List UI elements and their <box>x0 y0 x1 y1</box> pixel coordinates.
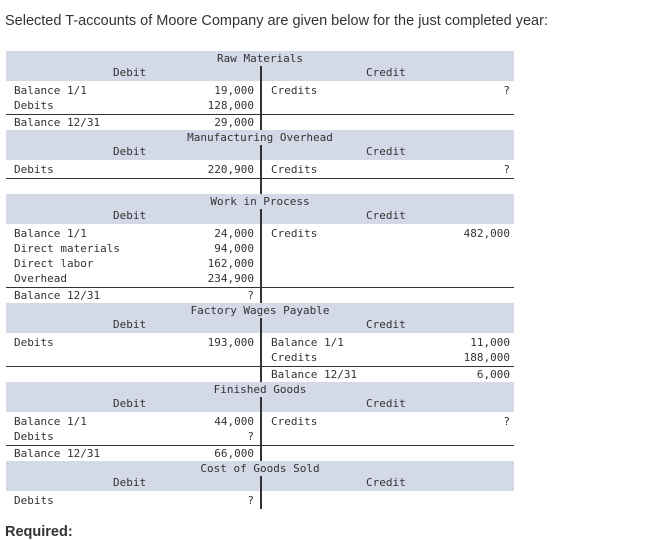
ledger-row <box>6 335 514 350</box>
credit-entry-label: Balance 12/31 <box>271 368 358 381</box>
debit-entry-label: Balance 1/1 <box>14 415 87 428</box>
debit-entry-label: Balance 1/1 <box>14 84 87 97</box>
t-account-title: Finished Goods <box>213 383 307 396</box>
credit-entry-value: ? <box>503 84 510 97</box>
t-account-title: Manufacturing Overhead <box>187 131 333 144</box>
credit-entry-label: Credits <box>271 163 318 176</box>
debit-entry-value: 19,000 <box>214 84 254 97</box>
debit-entry-label: Direct materials <box>14 242 120 255</box>
ledger-row <box>6 414 514 429</box>
debit-column-label: Debit <box>113 66 147 79</box>
t-account-finished-goods <box>6 382 514 461</box>
credit-entry-label: Balance 1/1 <box>271 336 344 349</box>
ledger-row <box>6 241 514 256</box>
ledger-row <box>6 288 514 303</box>
debit-entry-label: Balance 12/31 <box>14 289 101 302</box>
ledger-row <box>6 162 514 177</box>
t-account-title: Raw Materials <box>216 52 304 65</box>
credit-entry-label: Credits <box>271 351 318 364</box>
debit-column-label: Debit <box>113 318 147 331</box>
debit-column-label: Debit <box>113 209 147 222</box>
debit-entry-value: 44,000 <box>214 415 254 428</box>
credit-entry-label: Credits <box>271 84 318 97</box>
t-account-manufacturing-overhead <box>6 130 514 194</box>
debit-entry-value: 66,000 <box>214 447 254 460</box>
intro-text: Selected T-accounts of Moore Company are given below for the just completed year: <box>5 13 548 29</box>
debit-entry-label: Debits <box>14 430 54 443</box>
ledger-row <box>6 429 514 444</box>
debit-entry-value: 193,000 <box>207 336 254 349</box>
debit-entry-value: 29,000 <box>214 116 254 129</box>
credit-entry-label: Credits <box>271 415 318 428</box>
ledger-row <box>6 83 514 98</box>
debit-entry-label: Debits <box>14 99 54 112</box>
ledger-row <box>6 256 514 271</box>
t-account-raw-materials <box>6 51 514 130</box>
debit-column-label: Debit <box>113 397 147 410</box>
credit-column-label: Credit <box>366 145 406 158</box>
ledger-row <box>6 446 514 461</box>
debit-entry-label: Balance 12/31 <box>14 116 101 129</box>
required-heading: Required: <box>5 524 73 540</box>
credit-column-label: Credit <box>366 476 406 489</box>
debit-entry-value: ? <box>247 494 254 507</box>
ledger-row <box>6 493 514 508</box>
ledger-row <box>6 115 514 130</box>
credit-column-label: Credit <box>366 66 406 79</box>
ledger-row <box>6 271 514 286</box>
credit-column-label: Credit <box>366 397 406 410</box>
debit-entry-value: 128,000 <box>207 99 254 112</box>
ledger-row <box>6 350 514 365</box>
debit-entry-label: Balance 1/1 <box>14 227 87 240</box>
debit-entry-value: ? <box>247 289 254 302</box>
debit-entry-value: 234,900 <box>207 272 254 285</box>
t-account-title: Factory Wages Payable <box>190 304 330 317</box>
balance-rule <box>6 178 514 179</box>
debit-entry-label: Debits <box>14 163 54 176</box>
debit-entry-value: 24,000 <box>214 227 254 240</box>
credit-entry-value: ? <box>503 163 510 176</box>
debit-entry-label: Direct labor <box>14 257 94 270</box>
debit-entry-label: Debits <box>14 336 54 349</box>
t-account-title: Cost of Goods Sold <box>200 462 320 475</box>
debit-entry-value: 162,000 <box>207 257 254 270</box>
credit-entry-value: 6,000 <box>476 368 510 381</box>
credit-entry-value: ? <box>503 415 510 428</box>
debit-entry-value: ? <box>247 430 254 443</box>
credit-entry-value: 11,000 <box>470 336 510 349</box>
debit-entry-label: Debits <box>14 494 54 507</box>
ledger-row <box>6 226 514 241</box>
ledger-row <box>6 98 514 113</box>
debit-entry-value: 220,900 <box>207 163 254 176</box>
debit-column-label: Debit <box>113 476 147 489</box>
credit-entry-label: Credits <box>271 227 318 240</box>
debit-column-label: Debit <box>113 145 147 158</box>
credit-column-label: Credit <box>366 318 406 331</box>
debit-entry-label: Balance 12/31 <box>14 447 101 460</box>
debit-entry-label: Overhead <box>14 272 67 285</box>
credit-entry-value: 482,000 <box>463 227 510 240</box>
t-account-title: Work in Process <box>210 195 310 208</box>
credit-entry-value: 188,000 <box>463 351 510 364</box>
credit-column-label: Credit <box>366 209 406 222</box>
t-account-work-in-process <box>6 194 514 303</box>
debit-entry-value: 94,000 <box>214 242 254 255</box>
t-account-cost-of-goods-sold <box>6 461 514 509</box>
t-account-factory-wages-payable <box>6 303 514 382</box>
ledger-row <box>6 367 514 382</box>
